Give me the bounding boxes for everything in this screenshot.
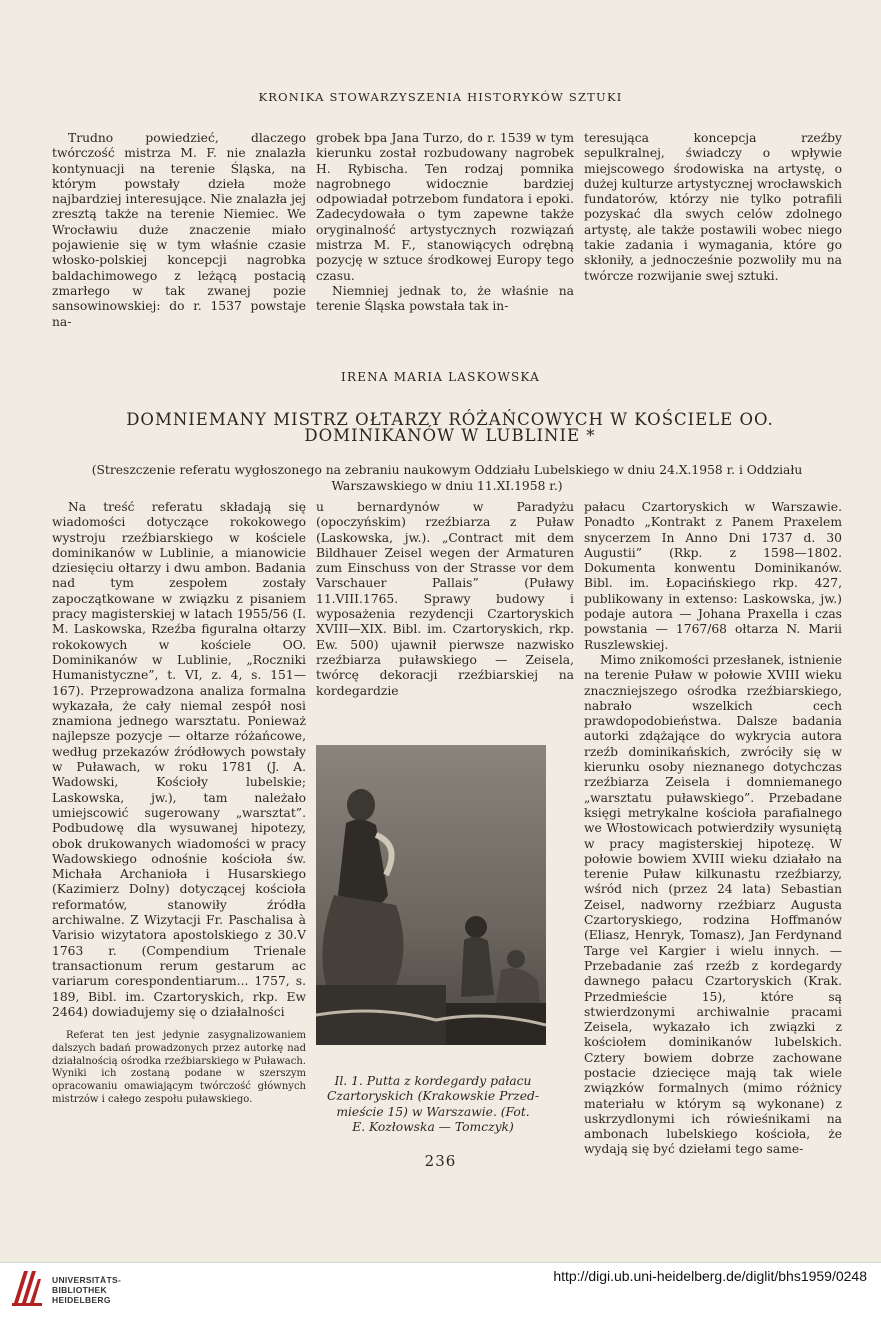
article-column-2 [316,500,574,699]
library-name-line: BIBLIOTHEK [52,1285,107,1295]
article-column-1 [52,500,306,1020]
caption-line: Czartoryskich (Krakowskie Przed- [326,1089,540,1104]
top-column-2-text: grobek bpa Jana Turzo, do r. 1539 w tym kierunku został rozbudowany nagrobek H. Rybischa. Ten rodzaj pomnika nagrobnego widocznie bardziej odpowiadał potrzebom fundatora i epoki. Zadecydowała o tym zapewne także oryginalność artystycznych rozwiązań mistrza M. F., stanowiących odrębną pozycję w sztuce środkowej Europy tego czasu. [316,131,574,283]
article-column-3-text-2: Mimo znikomości przesłanek, istnienie na terenie Puław w połowie XVIII wieku znaczniejszego ośrodka rzeźbiarskiego, nabrało wszelkich cech prawdopodobieństwa. Dalsze badania autorki zdążające do wykrycia autora rzeźb dominikańskich, zwróciły się w kierunku osoby nieznanego dotychczas rzeźbiarza Zeisela i domniemanego „warsztatu puławskiego”. Przebadane księgi metrykalne kościoła parafialnego we Włostowicach potwierdziły wysuniętą w pracy magisterskiej hipotezę. W połowie bowiem XVIII wieku działało na terenie Puław kilkunastu rzeźbiarzy, wśród nich (przez 24 lata) Sebastian Zeisel, nadworny rzeźbiarz Augusta Czartoryskiego, rodzina Hoffmanów (Eliasz, Henryk, Tomasz), Jan Ferdynand Targe vel Kargier i wielu innych. — Przebadanie zaś rzeźb z kordegardy dawnego pałacu Czartoryskich (Krak. Przedmieście 15), które są stwierdzonymi archiwalnie pracami Zeisela, wykazało ich związki z kościołem dominikanów lubelskich. Cztery bowiem dobrze zachowane postacie dziecięce mają tak wiele związków formalnych (mimo różnicy materiału w którym są wykonane) z uskrzydlonymi ich rówieśnikami na ambonach lubelskiego kościoła, że wydają się być dziełami tego same- [584,652,842,1157]
article-abstract: (Streszczenie referatu wygłoszonego na zebraniu naukowym Oddziału Lubelskiego w dniu 24.X.1958 r. i Oddziału Warszawskiego w dniu 11.XI.1958 r.) [91,463,803,493]
top-column-3-text: teresująca koncepcja rzeźby sepulkralnej, świadczy o wpływie miejscowego środowiska na artystę, o dużej kulturze artystycznej wrocławskich fundatorów, którzy nie tylko potrafili pozyskać dla swych celów zdolnego artystę, ale także postawili wobec niego takie zadania i wymagania, które go skłoniły, a jednocześnie pozwoliły mu na twórcze rozwijanie swej sztuki. [584,131,842,283]
university-library-logo-icon[interactable] [10,1267,44,1307]
caption-line: Il. 1. Putta z kordegardy pałacu [334,1074,532,1088]
caption-line: mieście 15) w Warszawie. (Fot. [336,1104,530,1119]
top-column-2-text-2: Niemniej jednak to, że właśnie na terenie Śląska powstała tak in- [316,283,574,314]
top-column-1-text: Trudno powiedzieć, dlaczego twórczość mistrza M. F. nie znalazła kontynuacji na terenie Śląska, na którym powstały dzieła może najbardziej interesujące. Nie znalazła jej zresztą także na terenie Niemiec. We Wrocławiu duże znaczenie miało pojawienie się w tym właśnie czasie włosko-polskiej koncepcji nagrobka baldachimowego z leżącą postacią zmarłego w tak zwanej pozie sansowinowskiej: do r. 1537 powstaje na- [52,131,306,329]
article-column-3-text: pałacu Czartoryskich w Warszawie. Ponadto „Kontrakt z Panem Praxelem snycerzem In Anno Dni 1737 d. 30 Augustii” (Rkp. z 1598—1802. Dokumenta konwentu Dominikanów. Bibl. im. Łopacińskiego rkp. 427, publikowany in extenso: Laskowska, jw.) podaje autora — Johana Praxella i czas powstania — 1767/68 ołtarza N. Marii Ruszlewskiej. [584,500,842,652]
putti-sculpture-photo [316,745,546,1045]
article-title: DOMNIEMANY MISTRZ OŁTARZY RÓŻAŃCOWYCH W KOŚCIELE OO. DOMINIKANÓW W LUBLINIE * [126,410,774,445]
figure-photo [316,745,546,1045]
library-name-line: UNIVERSITÄTS- [52,1275,122,1285]
running-header: KRONIKA STOWARZYSZENIA HISTORYKÓW SZTUKI [258,90,623,104]
article-author: IRENA MARIA LASKOWSKA [341,370,540,384]
article-column-1-text: Na treść referatu składają się wiadomości dotyczące rokokowego wystroju rzeźbiarskiego w kościele dominikanów w Lublinie, a mianowicie dziesięciu ołtarzy i dwu ambon. Badania nad tym zespołem zostały zapoczątkowane w związku z pisaniem pracy magisterskiej w latach 1955/56 (I. M. Laskowska, Rzeźba figuralna ołtarzy rokokowych w kościele OO. Dominikanów w Lublinie, „Roczniki Humanistyczne”, t. VI, z. 4, s. 151—167). Przeprowadzona analiza formalna wykazała, że cały niemal zespół nosi znamiona jednego warsztatu. Ponieważ najlepsze pozycje — ołtarze różańcowe, według przekazów źródłowych powstały w Puławach, w roku 1781 (J. A. Wadowski, Kościoły lubelskie; Laskowska, jw.), tam należało umiejscowić sugerowany „warsztat”. Podbudowę dla wysuwanej hipotezy, obok drukowanych wiadomości w pracy Wadowskiego odnośnie kościoła św. Michała Archanioła i Husarskiego (Kazimierz Dolny) dotyczącej kościoła reformatów, stanowiły źródła archiwalne. Z Wizytacji Fr. Paschalisa à Varisio wizytatora apostolskiego z 30.V 1763 r. (Compendium Trienale transactionum rerum gestarum ac variarum corespondentiarum... 1757, s. 189, Bibl. im. Czartoryskich, rkp. Ew 2464) dowiadujemy się o działalności [52,500,306,1019]
footnote [52,1030,306,1107]
footnote-text: Referat ten jest jedynie zasygnalizowaniem dalszych badań prowadzonych przez autorkę nad działalnością ośrodka rzeźbiarskiego w Puławach. Wyniki ich zostaną podane w szerszym opracowaniu omawiającym twórczość głównych mistrzów i całego zespołu puławskiego. [52,1030,306,1105]
caption-line: E. Kozłowska — Tomczyk) [352,1119,514,1134]
library-name [52,1275,121,1305]
viewer-footer [0,1262,881,1320]
top-column-2 [316,131,574,315]
library-name-line: HEIDELBERG [52,1295,111,1305]
article-column-2-text: u bernardynów w Paradyżu (opoczyńskim) rzeźbiarza z Puław (Laskowska, jw.). „Contract mit dem Bildhauer Zeisel wegen der Armaturen zum Einschuss von der Strasse vor dem Varschauer Pallais” (Puławy 11.VIII.1765. Sprawy budowy i wyposażenia rezydencji Czartoryskich XVIII—XIX. Bibl. im. Czartoryskich, rkp. Ew. 500) ujawnił pierwsze nazwisko rzeźbiarza puławskiego — Zeisela, twórcę dekoracji rzeźbiarskiej na kordegardzie [316,500,574,698]
page-number: 236 [424,1152,457,1170]
top-column-3 [584,131,842,284]
article-column-3 [584,500,842,1158]
top-column-1 [52,131,306,330]
figure-caption [314,1074,552,1135]
permalink-url[interactable]: http://digi.ub.uni-heidelberg.de/diglit/bhs1959/0248 [553,1268,867,1284]
